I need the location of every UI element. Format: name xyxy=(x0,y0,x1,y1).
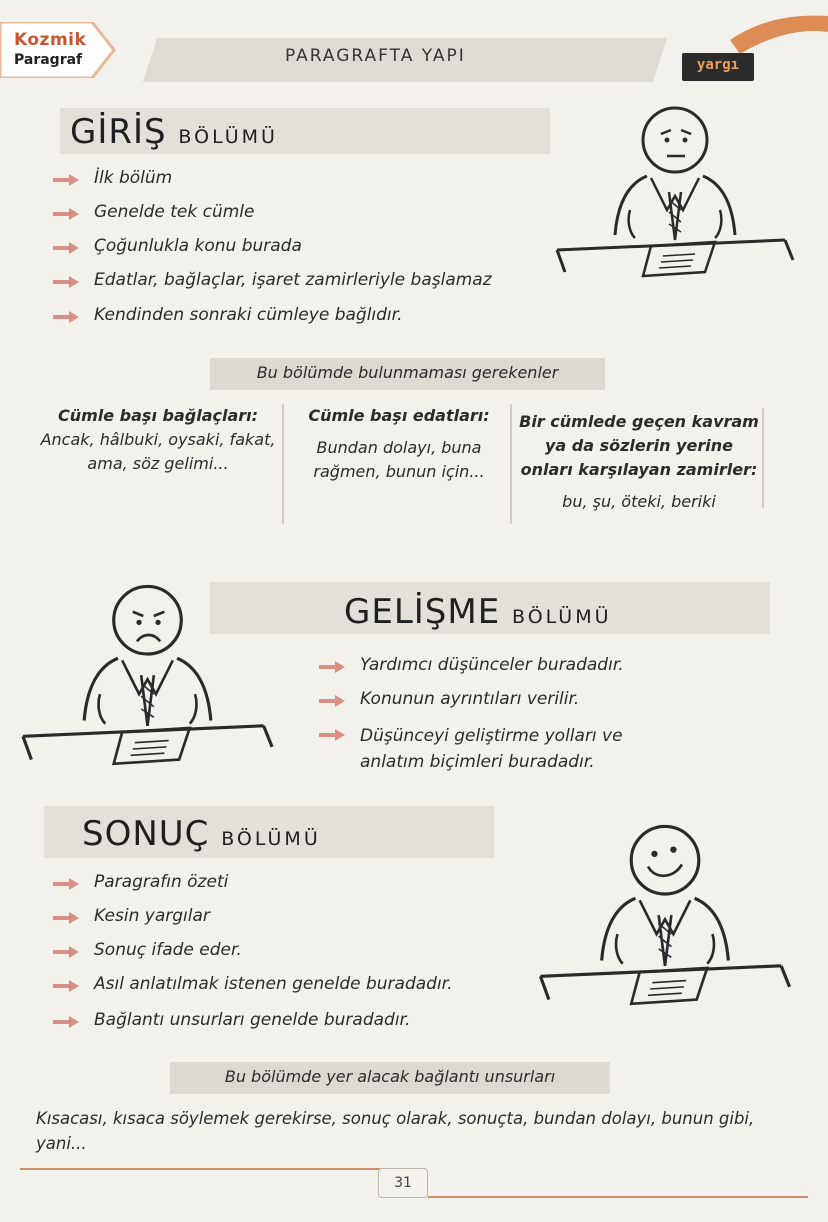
list-item: Kendinden sonraki cümleye bağlıdır. xyxy=(52,305,592,339)
list-item: Edatlar, bağlaçlar, işaret zamirleriyle başlamaz xyxy=(52,270,592,305)
brand-title: Kozmik xyxy=(14,30,87,50)
arrow-bullet-icon xyxy=(52,877,80,891)
giris-column-3 xyxy=(518,410,760,514)
arrow-bullet-icon xyxy=(52,275,80,289)
list-item: İlk bölüm xyxy=(52,168,592,202)
arrow-bullet-icon xyxy=(52,979,80,993)
sonuc-title-big: SONUÇ xyxy=(82,814,210,854)
arrow-bullet-icon xyxy=(52,945,80,959)
sonuc-label: Bu bölümde yer alacak bağlantı unsurları xyxy=(170,1062,610,1094)
gelisme-title-small: BÖLÜMÜ xyxy=(512,606,612,628)
list-item: Paragrafın özeti xyxy=(52,872,552,906)
arrow-bullet-icon xyxy=(318,728,346,742)
footer-line-left xyxy=(20,1168,380,1170)
sonuc-title-small: BÖLÜMÜ xyxy=(221,828,321,850)
col2-body: Bundan dolayı, buna rağmen, bunun için... xyxy=(313,438,485,481)
list-item: Çoğunlukla konu burada xyxy=(52,236,592,270)
giris-column-2 xyxy=(290,404,508,484)
gelisme-title-big: GELİŞME xyxy=(344,592,501,632)
list-item: Kesin yargılar xyxy=(52,906,552,940)
arrow-bullet-icon xyxy=(318,660,346,674)
giris-title-big: GİRİŞ xyxy=(70,112,167,152)
list-item: Bağlantı unsurları genelde buradadır. xyxy=(52,1010,552,1044)
column-divider xyxy=(762,408,764,508)
list-item: Konunun ayrıntıları verilir. xyxy=(318,689,758,723)
publisher-logo xyxy=(680,50,760,82)
col1-head: Cümle başı bağlaçları: xyxy=(57,406,259,425)
arrow-bullet-icon xyxy=(52,241,80,255)
gelisme-bullet-list xyxy=(318,655,758,775)
arrow-bullet-icon xyxy=(52,1015,80,1029)
giris-column-1 xyxy=(38,404,278,476)
col3-body: bu, şu, öteki, beriki xyxy=(562,492,716,511)
arrow-bullet-icon xyxy=(52,207,80,221)
list-item: Yardımcı düşünceler buradadır. xyxy=(318,655,758,689)
cartoon-man-at-desk-icon xyxy=(520,818,810,1008)
list-item: Sonuç ifade eder. xyxy=(52,940,552,974)
column-divider xyxy=(282,404,284,524)
sonuc-connectors-text: Kısacası, kısaca söylemek gerekirse, sonuç olarak, sonuçta, bundan dolayı, bunun gibi, yani... xyxy=(36,1109,755,1153)
arrow-bullet-icon xyxy=(52,173,80,187)
logo-text: yargı xyxy=(696,57,740,73)
col3-head: Bir cümlede geçen kavram ya da sözlerin yerine onları karşılayan zamirler: xyxy=(519,412,759,479)
page-number: 31 xyxy=(378,1168,428,1198)
gelisme-section-title xyxy=(344,592,612,632)
giris-section-title xyxy=(70,112,278,152)
footer-line-right xyxy=(428,1196,808,1198)
arrow-bullet-icon xyxy=(318,694,346,708)
giris-label: Bu bölümde bulunmaması gerekenler xyxy=(210,358,605,390)
arrow-bullet-icon xyxy=(52,310,80,324)
cartoon-man-at-desk-icon xyxy=(5,578,290,768)
arrow-bullet-icon xyxy=(52,911,80,925)
list-item: Düşünceyi geliştirme yolları ve anlatım biçimleri buradadır. xyxy=(318,723,680,775)
sonuc-bullet-list xyxy=(52,872,552,1044)
col1-body: Ancak, hâlbuki, oysaki, fakat, ama, söz gelimi... xyxy=(40,430,276,473)
cartoon-man-at-desk-icon xyxy=(555,100,795,280)
brand-tab xyxy=(0,22,118,78)
list-item: Genelde tek cümle xyxy=(52,202,592,236)
list-item: Asıl anlatılmak istenen genelde buradadır. xyxy=(52,974,552,1010)
page-title: PARAGRAFTA YAPI xyxy=(285,46,466,66)
brand-subtitle: Paragraf xyxy=(14,52,83,68)
column-divider xyxy=(510,404,512,524)
giris-bullet-list xyxy=(52,168,592,339)
sonuc-section-title xyxy=(82,814,321,854)
col2-head: Cümle başı edatları: xyxy=(308,406,490,425)
giris-title-small: BÖLÜMÜ xyxy=(178,126,278,148)
